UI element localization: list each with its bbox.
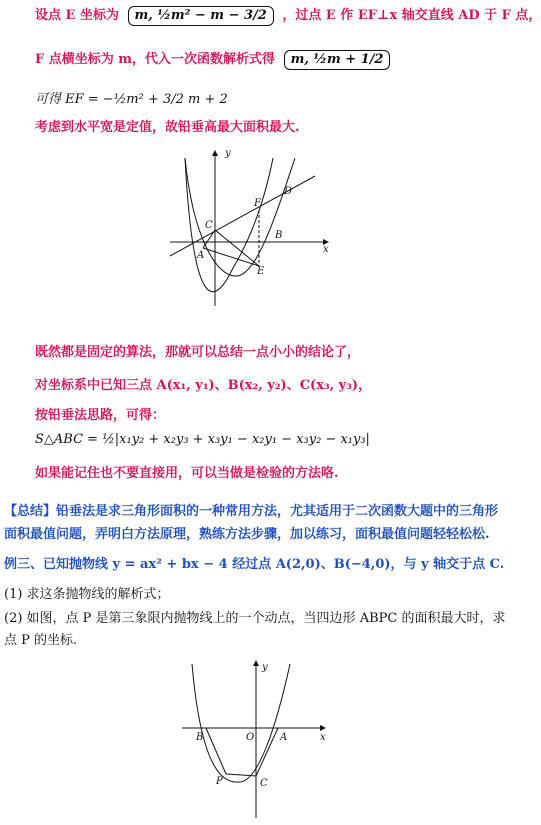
fig1-label-x: x [323,244,329,255]
line-ef-formula: 可得 EF = −½m² + 3/2 m + 2 [35,92,228,107]
fig1-label-y: y [225,148,231,159]
fig2-label-c: C [260,778,268,789]
text-ef-perp: ，过点 E 作 EF⊥x 轴交直线 AD 于 F 点， [282,8,541,23]
fig1-label-e: E [257,266,265,277]
line-vertical-method: 按铅垂法思路，可得： [35,408,166,423]
fig2-label-a: A [280,732,288,743]
fig1-label-a: A [197,250,205,261]
summary-line-2: 面积最值问题，弄明白方法原理，熟练方法步骤，加以练习，面积最值问题轻轻松松. [4,527,490,542]
text-f-abscissa: F 点横坐标为 m，代入一次函数解析式得 [35,52,276,67]
summary-line-1: 【总结】铅垂法是求三角形面积的一种常用方法，尤其适用于二次函数大题中的三角形 [4,504,499,519]
line-if-remember: 如果能记住也不要直接用，可以当做是检验的方法咯. [35,466,339,481]
example-3-part-2: (2) 如图，点 P 是第三象限内抛物线上的一个动点，当四边形 ABPC 的面积最大时，求 [4,611,506,626]
line-area-formula: S△ABC = ½|x₁y₂ + x₂y₃ + x₃y₁ − x₂y₁ − x₃y₂ − x₁y₃| [35,432,370,447]
fig2-label-y: y [262,662,268,673]
figure-parabola-2 [178,658,328,820]
line-three-points: 对坐标系中已知三点 A(x₁, y₁)、B(x₂, y₂)、C(x₃, y₃)， [35,378,372,393]
fig2-label-o: O [246,732,255,743]
example-3-text: 例三、已知抛物线 y = ax² + bx − 4 经过点 A(2,0)、B(−4,0)，与 y 轴交于点 C. [4,557,505,572]
fig2-label-b: B [196,732,204,743]
fig1-label-c: C [205,220,213,231]
line-f-point [35,50,394,70]
coord-box-f: m, ½m + 1/2 [284,50,391,70]
text-set-e: 设点 E 坐标为 [35,8,119,23]
example-3-part-2b: 点 P 的坐标. [4,633,78,648]
line-since-fixed: 既然都是固定的算法，那就可以总结一点小小的结论了， [35,345,361,360]
fig1-label-f: F [254,198,261,209]
fig1-label-b: B [275,230,283,241]
fig1-label-d: D [284,186,293,197]
line-set-point-e [35,6,541,26]
example-3-statement [4,557,504,573]
fig2-label-p: P [216,776,223,787]
coord-box-e: m, ½m² − m − 3/2 [128,6,274,26]
fig2-label-x: x [320,732,326,743]
figure-parabola-1 [165,148,330,308]
line-consider: 考虑到水平宽是定值，故铅垂高最大面积最大. [35,120,300,135]
example-3-part-1: (1) 求这条抛物线的解析式； [4,587,170,602]
